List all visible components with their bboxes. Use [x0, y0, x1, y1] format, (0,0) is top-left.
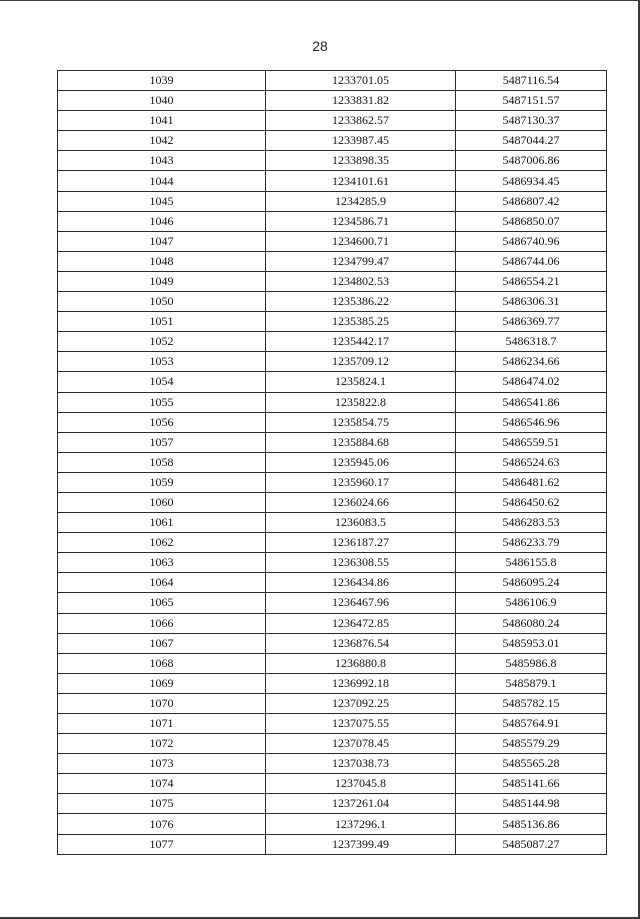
y-coordinate-cell: 5486474.02	[456, 372, 607, 392]
y-coordinate-cell: 5487006.86	[456, 151, 607, 171]
point-number-cell: 1053	[58, 352, 266, 372]
y-coordinate-cell: 5486744.06	[456, 251, 607, 271]
y-coordinate-cell: 5486450.62	[456, 492, 607, 512]
x-coordinate-cell: 1235442.17	[266, 332, 456, 352]
y-coordinate-cell: 5487151.57	[456, 91, 607, 111]
point-number-cell: 1067	[58, 633, 266, 653]
point-number-cell: 1072	[58, 734, 266, 754]
point-number-cell: 1055	[58, 392, 266, 412]
x-coordinate-cell: 1234586.71	[266, 211, 456, 231]
y-coordinate-cell: 5486850.07	[456, 211, 607, 231]
point-number-cell: 1066	[58, 613, 266, 633]
x-coordinate-cell: 1234101.61	[266, 171, 456, 191]
y-coordinate-cell: 5485879.1	[456, 673, 607, 693]
table-row	[58, 372, 607, 392]
x-coordinate-cell: 1236187.27	[266, 533, 456, 553]
point-number-cell: 1044	[58, 171, 266, 191]
y-coordinate-cell: 5487116.54	[456, 71, 607, 91]
y-coordinate-cell: 5486934.45	[456, 171, 607, 191]
x-coordinate-cell: 1237075.55	[266, 714, 456, 734]
y-coordinate-cell: 5486318.7	[456, 332, 607, 352]
point-number-cell: 1058	[58, 452, 266, 472]
table-row	[58, 553, 607, 573]
point-number-cell: 1054	[58, 372, 266, 392]
x-coordinate-cell: 1236992.18	[266, 673, 456, 693]
point-number-cell: 1073	[58, 754, 266, 774]
x-coordinate-cell: 1236880.8	[266, 653, 456, 673]
point-number-cell: 1050	[58, 292, 266, 312]
table-row	[58, 392, 607, 412]
x-coordinate-cell: 1234285.9	[266, 191, 456, 211]
point-number-cell: 1051	[58, 312, 266, 332]
y-coordinate-cell: 5486080.24	[456, 613, 607, 633]
table-row	[58, 231, 607, 251]
x-coordinate-cell: 1236083.5	[266, 513, 456, 533]
table-row	[58, 111, 607, 131]
y-coordinate-cell: 5486481.62	[456, 472, 607, 492]
y-coordinate-cell: 5485144.98	[456, 794, 607, 814]
point-number-cell: 1065	[58, 593, 266, 613]
point-number-cell: 1049	[58, 271, 266, 291]
table-row	[58, 673, 607, 693]
point-number-cell: 1064	[58, 573, 266, 593]
point-number-cell: 1070	[58, 693, 266, 713]
x-coordinate-cell: 1233898.35	[266, 151, 456, 171]
y-coordinate-cell: 5486740.96	[456, 231, 607, 251]
point-number-cell: 1075	[58, 794, 266, 814]
x-coordinate-cell: 1237092.25	[266, 693, 456, 713]
table-row	[58, 191, 607, 211]
coordinates-table-body	[58, 71, 607, 855]
x-coordinate-cell: 1233987.45	[266, 131, 456, 151]
point-number-cell: 1045	[58, 191, 266, 211]
y-coordinate-cell: 5486546.96	[456, 412, 607, 432]
x-coordinate-cell: 1235709.12	[266, 352, 456, 372]
y-coordinate-cell: 5485141.66	[456, 774, 607, 794]
table-row	[58, 412, 607, 432]
table-row	[58, 472, 607, 492]
y-coordinate-cell: 5486095.24	[456, 573, 607, 593]
point-number-cell: 1046	[58, 211, 266, 231]
scan-edge-top	[0, 0, 640, 1]
x-coordinate-cell: 1236434.86	[266, 573, 456, 593]
table-row	[58, 151, 607, 171]
y-coordinate-cell: 5486807.42	[456, 191, 607, 211]
y-coordinate-cell: 5486106.9	[456, 593, 607, 613]
y-coordinate-cell: 5485565.28	[456, 754, 607, 774]
x-coordinate-cell: 1236308.55	[266, 553, 456, 573]
table-row	[58, 714, 607, 734]
point-number-cell: 1063	[58, 553, 266, 573]
y-coordinate-cell: 5486559.51	[456, 432, 607, 452]
point-number-cell: 1039	[58, 71, 266, 91]
table-row	[58, 91, 607, 111]
x-coordinate-cell: 1237045.8	[266, 774, 456, 794]
table-row	[58, 211, 607, 231]
point-number-cell: 1043	[58, 151, 266, 171]
point-number-cell: 1076	[58, 814, 266, 834]
table-row	[58, 593, 607, 613]
table-row	[58, 452, 607, 472]
table-row	[58, 432, 607, 452]
y-coordinate-cell: 5486233.79	[456, 533, 607, 553]
y-coordinate-cell: 5486234.66	[456, 352, 607, 372]
table-row	[58, 814, 607, 834]
x-coordinate-cell: 1233701.05	[266, 71, 456, 91]
page-number: 28	[312, 38, 328, 54]
y-coordinate-cell: 5487130.37	[456, 111, 607, 131]
x-coordinate-cell: 1233862.57	[266, 111, 456, 131]
table-row	[58, 734, 607, 754]
x-coordinate-cell: 1235960.17	[266, 472, 456, 492]
x-coordinate-cell: 1235822.8	[266, 392, 456, 412]
point-number-cell: 1069	[58, 673, 266, 693]
x-coordinate-cell: 1235824.1	[266, 372, 456, 392]
y-coordinate-cell: 5485782.15	[456, 693, 607, 713]
point-number-cell: 1057	[58, 432, 266, 452]
y-coordinate-cell: 5486155.8	[456, 553, 607, 573]
table-row	[58, 513, 607, 533]
point-number-cell: 1062	[58, 533, 266, 553]
table-row	[58, 312, 607, 332]
table-row	[58, 573, 607, 593]
table-row	[58, 754, 607, 774]
point-number-cell: 1077	[58, 834, 266, 854]
table-row	[58, 171, 607, 191]
x-coordinate-cell: 1237261.04	[266, 794, 456, 814]
y-coordinate-cell: 5486306.31	[456, 292, 607, 312]
x-coordinate-cell: 1234600.71	[266, 231, 456, 251]
point-number-cell: 1059	[58, 472, 266, 492]
y-coordinate-cell: 5486541.86	[456, 392, 607, 412]
table-row	[58, 71, 607, 91]
table-row	[58, 131, 607, 151]
x-coordinate-cell: 1235884.68	[266, 432, 456, 452]
table-row	[58, 653, 607, 673]
point-number-cell: 1061	[58, 513, 266, 533]
point-number-cell: 1071	[58, 714, 266, 734]
table-row	[58, 693, 607, 713]
point-number-cell: 1052	[58, 332, 266, 352]
x-coordinate-cell: 1236467.96	[266, 593, 456, 613]
table-row	[58, 271, 607, 291]
x-coordinate-cell: 1236472.85	[266, 613, 456, 633]
y-coordinate-cell: 5485953.01	[456, 633, 607, 653]
y-coordinate-cell: 5486524.63	[456, 452, 607, 472]
point-number-cell: 1048	[58, 251, 266, 271]
y-coordinate-cell: 5486283.53	[456, 513, 607, 533]
x-coordinate-cell: 1234799.47	[266, 251, 456, 271]
y-coordinate-cell: 5485136.86	[456, 814, 607, 834]
table-row	[58, 834, 607, 854]
x-coordinate-cell: 1237296.1	[266, 814, 456, 834]
x-coordinate-cell: 1237038.73	[266, 754, 456, 774]
y-coordinate-cell: 5485087.27	[456, 834, 607, 854]
y-coordinate-cell: 5486369.77	[456, 312, 607, 332]
x-coordinate-cell: 1235945.06	[266, 452, 456, 472]
x-coordinate-cell: 1237399.49	[266, 834, 456, 854]
table-row	[58, 794, 607, 814]
x-coordinate-cell: 1237078.45	[266, 734, 456, 754]
point-number-cell: 1041	[58, 111, 266, 131]
x-coordinate-cell: 1235854.75	[266, 412, 456, 432]
y-coordinate-cell: 5485764.91	[456, 714, 607, 734]
x-coordinate-cell: 1236876.54	[266, 633, 456, 653]
y-coordinate-cell: 5486554.21	[456, 271, 607, 291]
x-coordinate-cell: 1235386.22	[266, 292, 456, 312]
point-number-cell: 1042	[58, 131, 266, 151]
x-coordinate-cell: 1234802.53	[266, 271, 456, 291]
point-number-cell: 1068	[58, 653, 266, 673]
x-coordinate-cell: 1235385.25	[266, 312, 456, 332]
point-number-cell: 1060	[58, 492, 266, 512]
y-coordinate-cell: 5485986.8	[456, 653, 607, 673]
table-row	[58, 332, 607, 352]
x-coordinate-cell: 1233831.82	[266, 91, 456, 111]
point-number-cell: 1056	[58, 412, 266, 432]
table-row	[58, 633, 607, 653]
point-number-cell: 1047	[58, 231, 266, 251]
table-row	[58, 533, 607, 553]
y-coordinate-cell: 5487044.27	[456, 131, 607, 151]
table-row	[58, 251, 607, 271]
y-coordinate-cell: 5485579.29	[456, 734, 607, 754]
coordinates-table	[57, 70, 607, 855]
point-number-cell: 1040	[58, 91, 266, 111]
point-number-cell: 1074	[58, 774, 266, 794]
table-row	[58, 352, 607, 372]
table-row	[58, 292, 607, 312]
table-row	[58, 613, 607, 633]
x-coordinate-cell: 1236024.66	[266, 492, 456, 512]
table-row	[58, 774, 607, 794]
table-row	[58, 492, 607, 512]
